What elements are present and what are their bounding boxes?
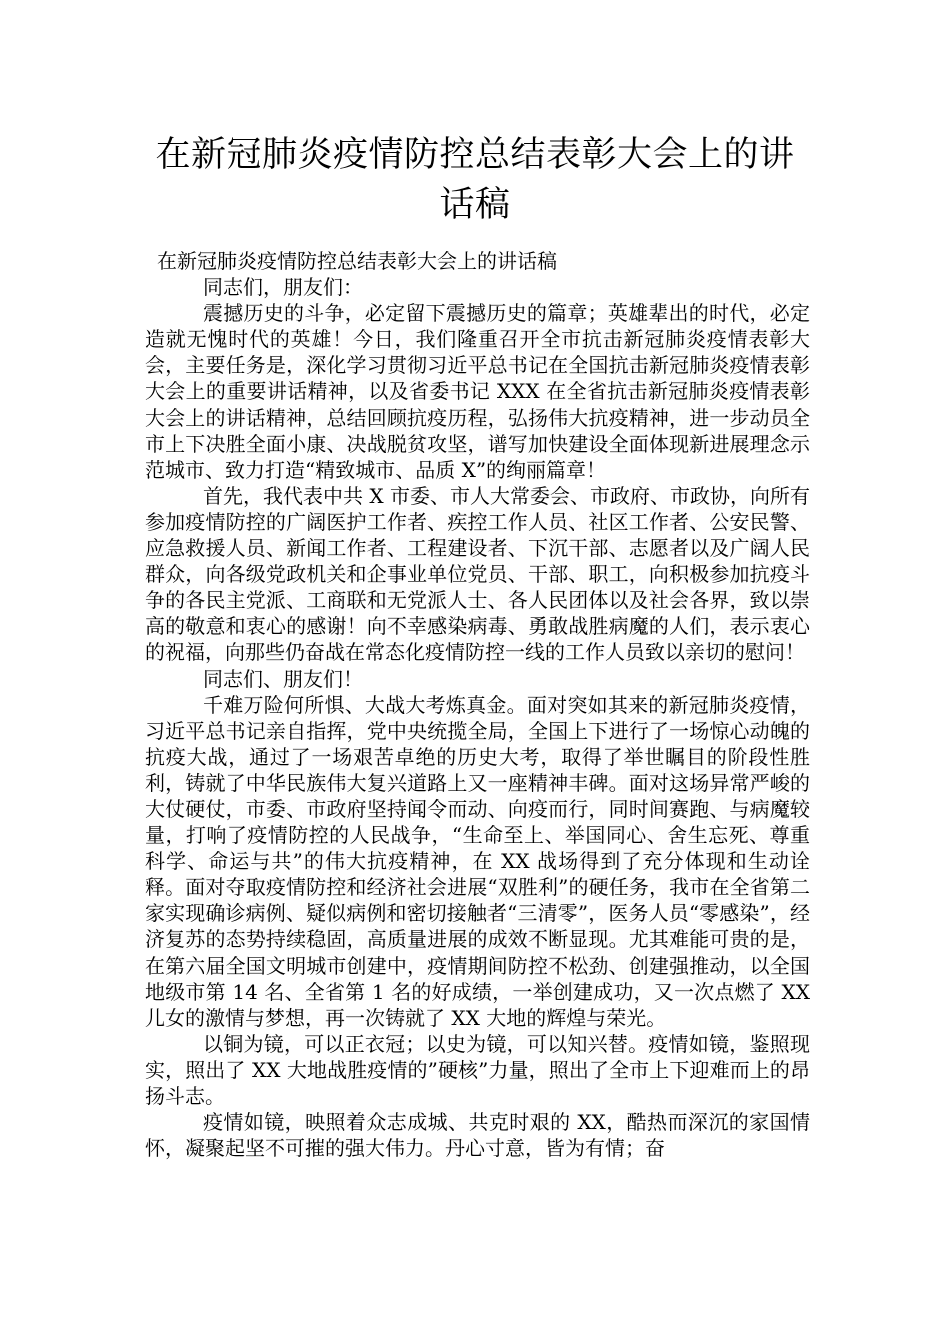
paragraph-salutation: 同志们、朋友们！ bbox=[203, 666, 363, 691]
paragraph: 疫情如镜，映照着众志成城、共克时艰的 XX，酷热而深沉的家国情怀，凝聚起坚不可摧的强大伟力。丹心寸意，皆为有情；奋 bbox=[145, 1110, 810, 1161]
document-title bbox=[120, 130, 830, 230]
paragraph: 千难万险何所惧、大战大考炼真金。面对突如其来的新冠肺炎疫情，习近平总书记亲自指挥，党中央统揽全局，全国上下进行了一场惊心动魄的抗疫大战，通过了一场艰苦卓绝的历史大考，取得了举世瞩目的阶段性胜利，铸就了中华民族伟大复兴道路上又一座精神丰碑。面对这场异常严峻的大仗硬仗，市委、市政府坚持闻令而动、向疫而行，同时间赛跑、与病魔较量，打响了疫情防控的人民战争，“生命至上、举国同心、舍生忘死、尊重科学、命运与共”的伟大抗疫精神，在 XX 战场得到了充分体现和生动诠释。面对夺取疫情防控和经济社会进展“双胜利”的硬任务，我市在全省第二家实现确诊病例、疑似病例和密切接触者“三清零”，医务人员“零感染”，经济复苏的态势持续稳固，高质量进展的成效不断显现。尤其难能可贵的是，在第六届全国文明城市创建中，疫情期间防控不松劲、创建强推动，以全国地级市第 14 名、全省第 1 名的好成绩，一举创建成功，又一次点燃了 XX 儿女的激情与梦想，再一次铸就了 XX 大地的辉煌与荣光。 bbox=[145, 692, 810, 1030]
document-title-line-1: 在新冠肺炎疫情防控总结表彰大会上的讲 bbox=[155, 135, 795, 175]
document-subtitle: 在新冠肺炎疫情防控总结表彰大会上的讲话稿 bbox=[157, 249, 557, 273]
paragraph: 震撼历史的斗争，必定留下震撼历史的篇章；英雄辈出的时代，必定造就无愧时代的英雄！今日，我们隆重召开全市抗击新冠肺炎疫情表彰大会，主要任务是，深化学习贯彻习近平总书记在全国抗击新冠肺炎疫情表彰大会上的重要讲话精神，以及省委书记 XXX 在全省抗击新冠肺炎疫情表彰大会上的讲话精神，总结回顾抗疫历程，弘扬伟大抗疫精神，进一步动员全市上下决胜全面小康、决战脱贫攻坚，谱写加快建设全面体现新进展理念示范城市、致力打造“精致城市、品质 X”的绚丽篇章！ bbox=[145, 301, 810, 482]
paragraph: 以铜为镜，可以正衣冠；以史为镜，可以知兴替。疫情如镜，鉴照现实，照出了 XX 大地战胜疫情的”硬核”力量，照出了全市上下迎难而上的昂扬斗志。 bbox=[145, 1031, 810, 1108]
paragraph: 首先，我代表中共 X 市委、市人大常委会、市政府、市政协，向所有参加疫情防控的广阔医护工作者、疾控工作人员、社区工作者、公安民警、应急救援人员、新闻工作者、工程建设者、下沉干部、志愿者以及广阔人民群众，向各级党政机关和企事业单位党员、干部、职工，向积极参加抗疫斗争的各民主党派、工商联和无党派人士、各人民团体以及社会各界，致以崇高的敬意和衷心的感谢！向不幸感染病毒、勇敢战胜病魔的人们，表示衷心的祝福，向那些仍奋战在常态化疫情防控一线的工作人员致以亲切的慰问！ bbox=[145, 483, 810, 665]
paragraph-salutation: 同志们，朋友们： bbox=[203, 275, 363, 300]
document-body bbox=[145, 248, 810, 1161]
document-title-line-2: 话稿 bbox=[439, 185, 511, 225]
